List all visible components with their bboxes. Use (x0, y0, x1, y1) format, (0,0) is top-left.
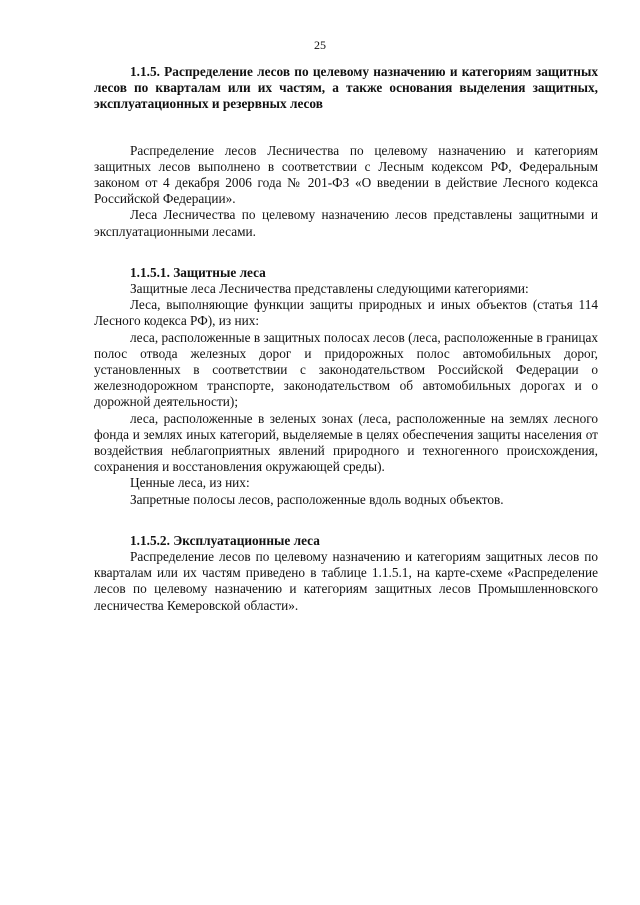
section-heading-1-1-5: 1.1.5. Распределение лесов по целевому назначению и категориям защитных лесов по кварталам или их частям, а также основания выделения защитных, эксплуатационных и резервных лесов (94, 64, 598, 112)
paragraph-distribution-table-reference: Распределение лесов по целевому назначению и категориям защитных лесов по кварталам или их частям приведено в таблице 1.1.5.1, на карте-схеме «Распределение лесов по целевому назначению и категориям защитных лесов Промышленновского лесничества Кемеровской области». (94, 549, 598, 613)
paragraph-restricted-strips: Запретные полосы лесов, расположенные вдоль водных объектов. (130, 491, 504, 507)
paragraph-distribution-basis: Распределение лесов Лесничества по целевому назначению и категориям защитных лесов выполнено в соответствии с Лесным кодексом РФ, Федеральным законом от 4 декабря 2006 года № 201-ФЗ «О введении в действие Лесного кодекса Российской Федерации». (94, 142, 598, 207)
section-heading-1-1-5-1: 1.1.5.1. Защитные леса (130, 264, 266, 280)
paragraph-green-zones: леса, расположенные в зеленых зонах (леса, расположенные на землях лесного фонда и землях иных категорий, выделяемые в целях обеспечения защиты населения от воздействия неблагоприятных явлений природного и техногенного происхождения, сохранения и восстановления окружающей среды). (94, 410, 598, 475)
section-heading-1-1-5-2: 1.1.5.2. Эксплуатационные леса (130, 532, 320, 548)
page-number: 25 (314, 38, 326, 52)
paragraph-valuable-forests: Ценные леса, из них: (130, 475, 250, 491)
paragraph-protection-functions: Леса, выполняющие функции защиты природных и иных объектов (статья 114 Лесного кодекса РФ), из них: (94, 297, 598, 329)
document-body (94, 64, 598, 614)
paragraph-protective-strips: леса, расположенные в защитных полосах лесов (леса, расположенные в границах полос отвода железных дорог и придорожных полос автомобильных дорог, установленных в соответствии с законодательством Российской Федерации о железнодорожном транспорте, законодательством об автомобильных дорогах и о дорожной деятельности); (94, 329, 598, 410)
paragraph-forest-types: Леса Лесничества по целевому назначению лесов представлены защитными и эксплуатационными лесами. (94, 207, 598, 239)
paragraph-protective-categories: Защитные леса Лесничества представлены следующими категориями: (130, 281, 529, 297)
